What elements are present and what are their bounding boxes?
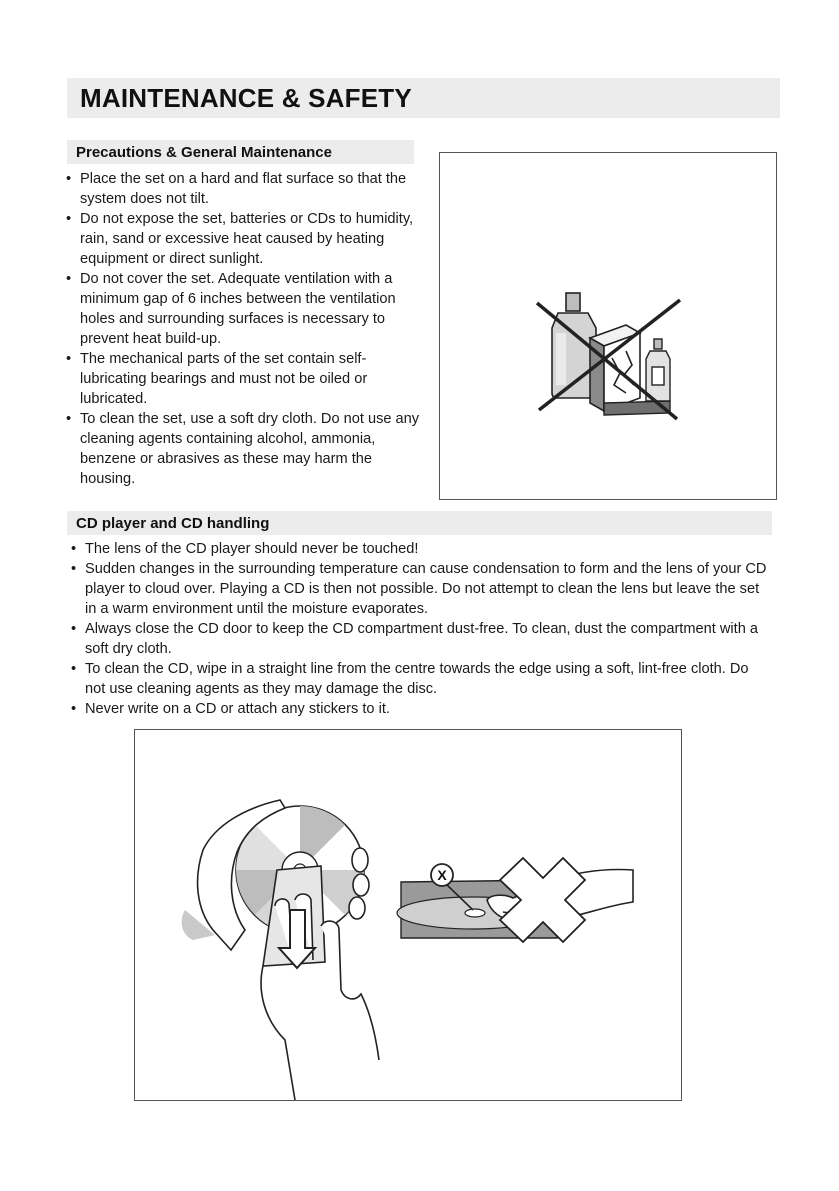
list-item: • Never write on a CD or attach any stickers to it.: [71, 699, 771, 719]
list-item: • The lens of the CD player should never be touched!: [71, 539, 771, 559]
list-item: • Sudden changes in the surrounding temperature can cause condensation to form and the lens of your CD player to cloud over. Playing a CD is then not possible. Do not attempt to clean the lens but leave the set in a warm environment until the moisture evaporates.: [71, 559, 771, 619]
list-item: • Do not expose the set, batteries or CDs to humidity, rain, sand or excessive heat caused by heating equipment or direct sunlight.: [66, 209, 422, 269]
cd-handling-heading: CD player and CD handling: [76, 515, 270, 532]
cd-cleaning-illustration: [134, 729, 682, 1101]
list-item: • To clean the CD, wipe in a straight line from the centre towards the edge using a soft, lint-free cloth. Do not use cleaning agents as they may damage the disc.: [71, 659, 771, 699]
list-item: • To clean the set, use a soft dry cloth. Do not use any cleaning agents containing alcohol, ammonia, benzene or abrasives as these may harm the housing.: [66, 409, 422, 489]
precautions-heading-bar: [67, 140, 414, 164]
cd-handling-heading-bar: [67, 511, 772, 535]
no-cleaning-agents-illustration: [439, 152, 777, 500]
precautions-list: [66, 169, 422, 489]
lens-marker-label: X: [437, 867, 447, 883]
no-cleaning-agents-icon: [440, 153, 776, 499]
list-item: • Do not cover the set. Adequate ventilation with a minimum gap of 6 inches between the ventilation holes and surrounding surfaces is necessary to prevent heat build-up.: [66, 269, 422, 349]
list-item: • Always close the CD door to keep the CD compartment dust-free. To clean, dust the compartment with a soft dry cloth.: [71, 619, 771, 659]
page-title: MAINTENANCE & SAFETY: [80, 83, 412, 113]
list-item: • Place the set on a hard and flat surface so that the system does not tilt.: [66, 169, 422, 209]
list-item: • The mechanical parts of the set contain self-lubricating bearings and must not be oiled or lubricated.: [66, 349, 422, 409]
precautions-heading: Precautions & General Maintenance: [76, 144, 332, 161]
cd-handling-list: [71, 539, 771, 719]
page-title-bar: [67, 78, 780, 118]
